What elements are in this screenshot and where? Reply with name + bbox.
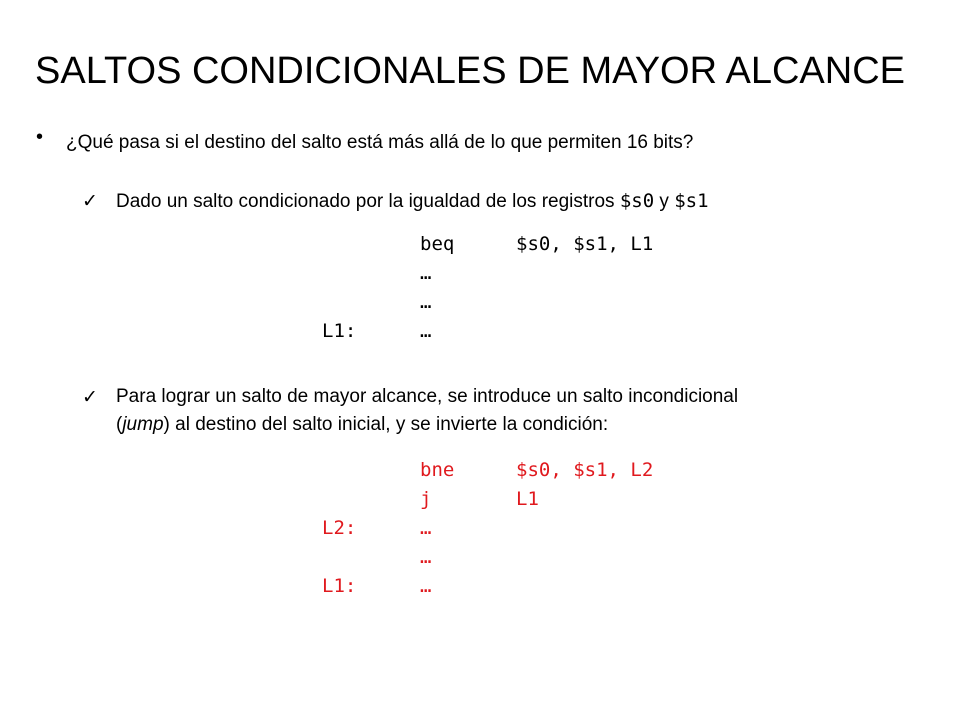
code1-args: $s0, $s1, L1 [516,233,654,255]
code1-op: … [420,320,432,342]
code2-label: L1: [322,575,357,597]
register-s0: $s0 [619,190,655,212]
check2-line2-rest: ) al destino del salto inicial, y se invierte la condición: [163,414,609,435]
paren-open: ( [116,414,123,435]
code2-args: L1 [516,488,539,510]
register-s1: $s1 [674,190,709,212]
code2-op: j [420,488,432,510]
check1-text [116,188,709,215]
checkmark-icon: ✓ [82,387,98,408]
code2-op: bne [420,459,455,481]
code1-label: L1: [322,320,357,342]
slide-title: SALTOS CONDICIONALES DE MAYOR ALCANCE [35,50,905,92]
code2-op: … [420,546,432,568]
code1-op: … [420,291,432,313]
code2-op: … [420,517,432,539]
bullet-marker: • [36,126,44,148]
code1-op: beq [420,233,455,255]
bullet-question: ¿Qué pasa si el destino del salto está más allá de lo que permiten 16 bits? [66,132,694,153]
check2-line1: Para lograr un salto de mayor alcance, se introduce un salto incondicional [116,386,739,407]
code1-op: … [420,262,432,284]
check2-line2 [116,412,608,438]
check1-and: y [654,191,675,212]
jump-word: jump [122,414,164,435]
code2-op: … [420,575,432,597]
code2-args: $s0, $s1, L2 [516,459,654,481]
check1-text-before: Dado un salto condicionado por la igualdad de los registros [116,191,620,212]
code2-label: L2: [322,517,357,539]
checkmark-icon: ✓ [82,191,98,212]
